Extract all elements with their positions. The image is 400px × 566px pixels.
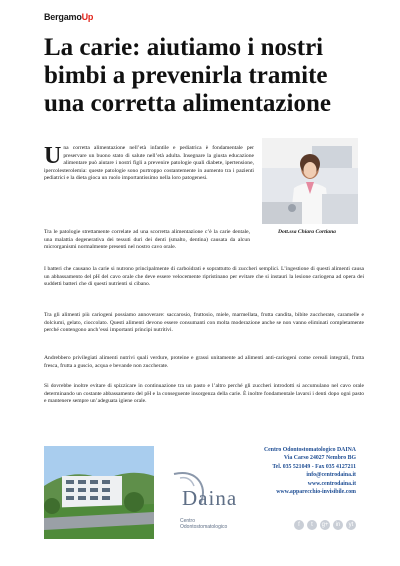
linkedin-icon[interactable]: in <box>333 520 343 530</box>
clinic-phone: Tel. 035 521049 - Fax 035 4127211 <box>272 463 356 470</box>
paragraph-5: Si dovrebbe inoltre evitare di spizzicare in continuazione tra un pasto e l’altro perché gli zuccheri introdotti si accumulano nel cavo orale determinando un costante abbassamento del pH e la conseguente insorgenza della carie. È inoltre fondamentale lavarsi i denti dopo ogni pasto e mantenere sempre un’adeguata igiene orale. <box>44 383 364 405</box>
facebook-icon[interactable]: f <box>294 520 304 530</box>
article-title: La carie: aiutiamo i nostri bimbi a prevenirla tramite una corretta alimentazione <box>44 34 331 117</box>
doctor-photo <box>262 138 358 224</box>
logo-sub-line-2: Odontostomatologico <box>180 524 228 530</box>
intro-text: na corretta alimentazione nell’età infantile e pediatrica è fondamentale per preservare un buono stato di salute nell’età adulta. Insegnare la giusta educazione alimentare può aiutare i nostri figli a prevenire patologie quali diabete, ipertensione, ipercolesterolemia: queste patologie sono purtroppo costantemente in aumento tra i pazienti pediatrici e la dieta gioca un ruolo importantissimo nella loro patogenesi. <box>44 145 254 182</box>
clinic-email[interactable]: info@centrodaina.it <box>306 472 356 479</box>
google-plus-icon[interactable]: g+ <box>321 522 329 528</box>
social-icons <box>294 520 356 530</box>
brand-part-2: Up <box>81 12 94 22</box>
brand-part-1: Bergamo <box>44 12 82 22</box>
photo-caption: Dott.ssa Chiara Cortiana <box>278 229 336 235</box>
twitter-icon[interactable]: t <box>307 520 317 530</box>
logo-sub-line-1: Centro <box>180 518 196 524</box>
paragraph-4: Andrebbero privilegiati alimenti nutrivi quali verdure, proteine e grassi unitamente ad alimenti anti-cariogeni come cereali integrali, frutta fresca, frutta a guscio, acqua e bevande non zuccherate. <box>44 355 364 369</box>
daina-logo-subtitle <box>180 518 227 530</box>
drop-cap: U <box>44 143 62 169</box>
youtube-icon[interactable]: yt <box>346 520 356 530</box>
contact-block <box>264 446 356 496</box>
paragraph-1: Tra le patologie strettamente correlate ad una scorretta alimentazione c’è la carie dentale, una malattia degenerativa dei tessuti duri dei denti (smalto, dentina) causata da alcun microrganismi normalmente presenti nel nostro cavo orale. <box>44 229 250 251</box>
magazine-logo <box>44 12 93 22</box>
paragraph-3: Tra gli alimenti più cariogeni possiamo annoverare: saccarosio, fruttosio, miele, marmellata, frutta candita, bibite zuccherate, caramelle e dolciumi, gelato, cioccolato. Questi alimenti devono essere consumanti con molta moderazione anche se non vanno eliminati completamente perché contengono anch’essi importanti principi nutritivi. <box>44 312 364 334</box>
clinic-address: Via Carso 24027 Nembro BG <box>283 455 356 462</box>
clinic-name: Centro Odontostomatologico DAINA <box>264 447 356 453</box>
intro-paragraph <box>44 145 254 183</box>
daina-logo-word: Daina <box>182 486 238 510</box>
paragraph-2: I batteri che causano la carie si nutrono principalmente di carboidrati e soprattutto di zuccheri semplici. L’ingestione di questi alimenti causa un abbassamento del pH del cavo orale che deve essere velocemente ripristinano per evitare che si instauri la lesione cariogena ad opera dei suddetti batteri che di questi nutrienti si cibano. <box>44 266 364 288</box>
clinic-website-2[interactable]: www.apparecchio-invisibile.com <box>276 489 356 496</box>
clinic-building-photo <box>44 446 154 539</box>
clinic-website[interactable]: www.centrodaina.it <box>307 480 356 487</box>
